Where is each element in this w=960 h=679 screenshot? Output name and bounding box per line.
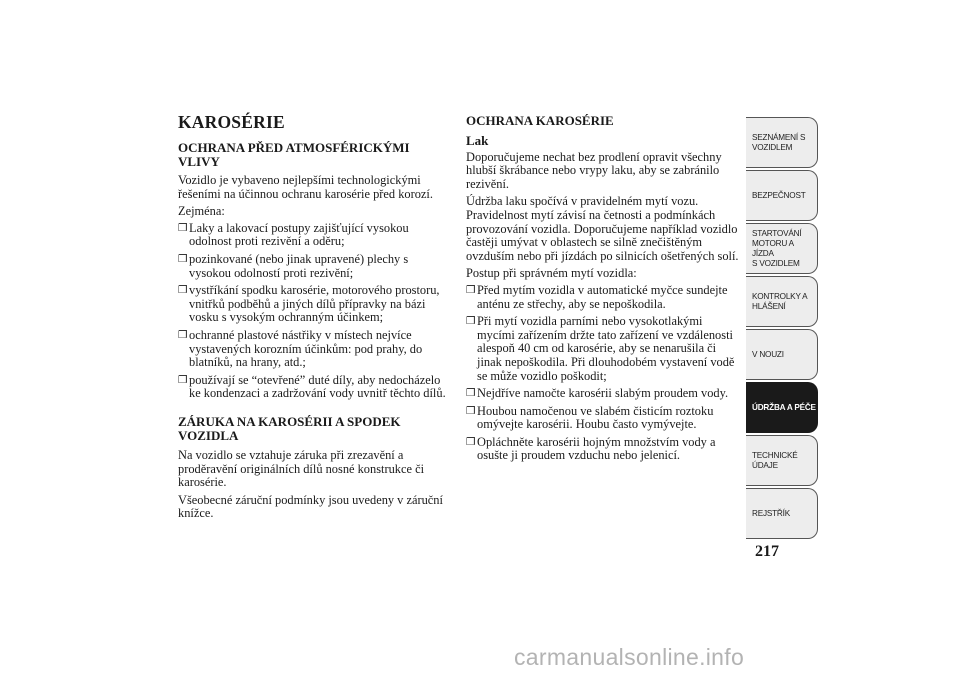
lead-text: Postup při správném mytí vozidla:	[466, 266, 637, 281]
section-body-protection	[466, 114, 742, 463]
checkbox-bullet-icon: ❒	[178, 221, 188, 234]
list-item: ❒ pozinkované (nebo jinak upravené) plechy s vysokou odolností proti rezivění;	[178, 251, 409, 280]
list-item: ❒ Nejdříve namočte karosérii slabým proudem vody.	[466, 386, 729, 401]
section-heading: ZÁRUKA NA KAROSÉRII A SPODEK VOZIDLA	[178, 414, 401, 443]
warranty-paragraph: Na vozidlo se vztahuje záruka při zrezavění a proděravění originálních dílů nosné konstrukce či karosérie.	[178, 448, 425, 490]
checkbox-bullet-icon: ❒	[466, 315, 476, 328]
tab-udrzba-a-pece[interactable]: ÚDRŽBA A PÉČE	[746, 382, 818, 433]
list-item: ❒ vystříkání spodku karosérie, motorového prostoru, vnitřků podběhů a jiných dílů přípravky na bázi vosku s vysokým ochranným účinkem;	[178, 283, 440, 325]
maintenance-paragraph: Údržba laku spočívá v pravidelném mytí vozu. Pravidelnost mytí závisí na četnosti a podmínkách provozování vozidla. Doporučujeme například vozidlo častěji umývat v oblastech se silně znečištěným ovzduším nebo při jízdách po silnicích ošetřených solí.	[466, 194, 739, 263]
checkbox-bullet-icon: ❒	[178, 328, 188, 341]
tab-bezpecnost[interactable]: BEZPEČNOST	[746, 170, 818, 221]
subheading: Lak	[466, 133, 489, 148]
list-item: ❒ ochranné plastové nástřiky v místech nejvíce vystavených korozním účinkům: pod prahy, do blatníků, na hrany, atd.;	[178, 327, 423, 370]
tab-rejstrik[interactable]: REJSTŘÍK	[746, 488, 818, 539]
tab-technicke-udaje[interactable]: TECHNICKÉ ÚDAJE	[746, 435, 818, 486]
section-heading: OCHRANA PŘED ATMOSFÉRICKÝMI VLIVY	[178, 140, 410, 169]
tab-seznameni-s-vozidlem[interactable]: SEZNÁMENÍ S VOZIDLEM	[746, 117, 818, 168]
list-item: ❒ Opláchněte karosérii hojným množstvím vody a osušte ji proudem vzduchu nebo jelenicí.	[466, 434, 716, 463]
checkbox-bullet-icon: ❒	[178, 373, 188, 386]
tab-kontrolky-a-hlaseni[interactable]: KONTROLKY A HLÁŠENÍ	[746, 276, 818, 327]
watermark: carmanualsonline.info	[514, 644, 745, 670]
section-atmospheric-protection	[178, 141, 448, 401]
tab-v-nouzi[interactable]: V NOUZI	[746, 329, 818, 380]
checkbox-bullet-icon: ❒	[466, 283, 476, 296]
lead-text: Zejména:	[178, 204, 225, 219]
paint-paragraph: Doporučujeme nechat bez prodlení opravit všechny hlubší škrábance nebo vrypy laku, aby se zabránilo rezivění.	[466, 149, 722, 191]
list-item: ❒ Houbou namočenou ve slabém čisticím roztoku omývejte karosérii. Houbu často vymývejte.	[466, 403, 714, 432]
list-item: ❒ používají se “otevřené” duté díly, aby nedocházelo ke kondenzaci a zadržování vody uvnitř těchto dílů.	[178, 372, 446, 401]
checkbox-bullet-icon: ❒	[466, 435, 476, 448]
checkbox-bullet-icon: ❒	[178, 252, 188, 265]
list-item: ❒ Před mytím vozidla v automatické myčce sundejte anténu ze střechy, aby se nepoškodila.	[466, 282, 728, 311]
tab-startovani-motoru[interactable]: STARTOVÁNÍ MOTORU A JÍZDA S VOZIDLEM	[746, 223, 818, 274]
page-number: 217	[755, 543, 779, 560]
intro-paragraph: Vozidlo je vybaveno nejlepšími technologickými řešeními na účinnou ochranu karosérie před korozí.	[178, 173, 433, 201]
list-item: ❒ Laky a lakovací postupy zajišťující vysokou odolnost proti rezivění a oděru;	[178, 220, 409, 249]
warranty-terms-paragraph: Všeobecné záruční podmínky jsou uvedeny v záruční knížce.	[178, 492, 443, 521]
section-heading: OCHRANA KAROSÉRIE	[466, 113, 614, 128]
page-title: KAROSÉRIE	[178, 112, 285, 132]
washing-steps-list	[466, 284, 742, 463]
checkbox-bullet-icon: ❒	[466, 387, 476, 400]
list-item: ❒ Při mytí vozidla parními nebo vysokotlakými mycími zařízením držte tato zařízení ve vzdálenosti alespoň 40 cm od karosérie, aby se nenarušila či jinak nepoškodila. Při dlouhodobém vystavení vodě se může vozidlo poškodit;	[466, 314, 735, 383]
section-warranty	[178, 415, 448, 521]
checkbox-bullet-icon: ❒	[466, 404, 476, 417]
checkbox-bullet-icon: ❒	[178, 284, 188, 297]
protection-list	[178, 222, 448, 401]
